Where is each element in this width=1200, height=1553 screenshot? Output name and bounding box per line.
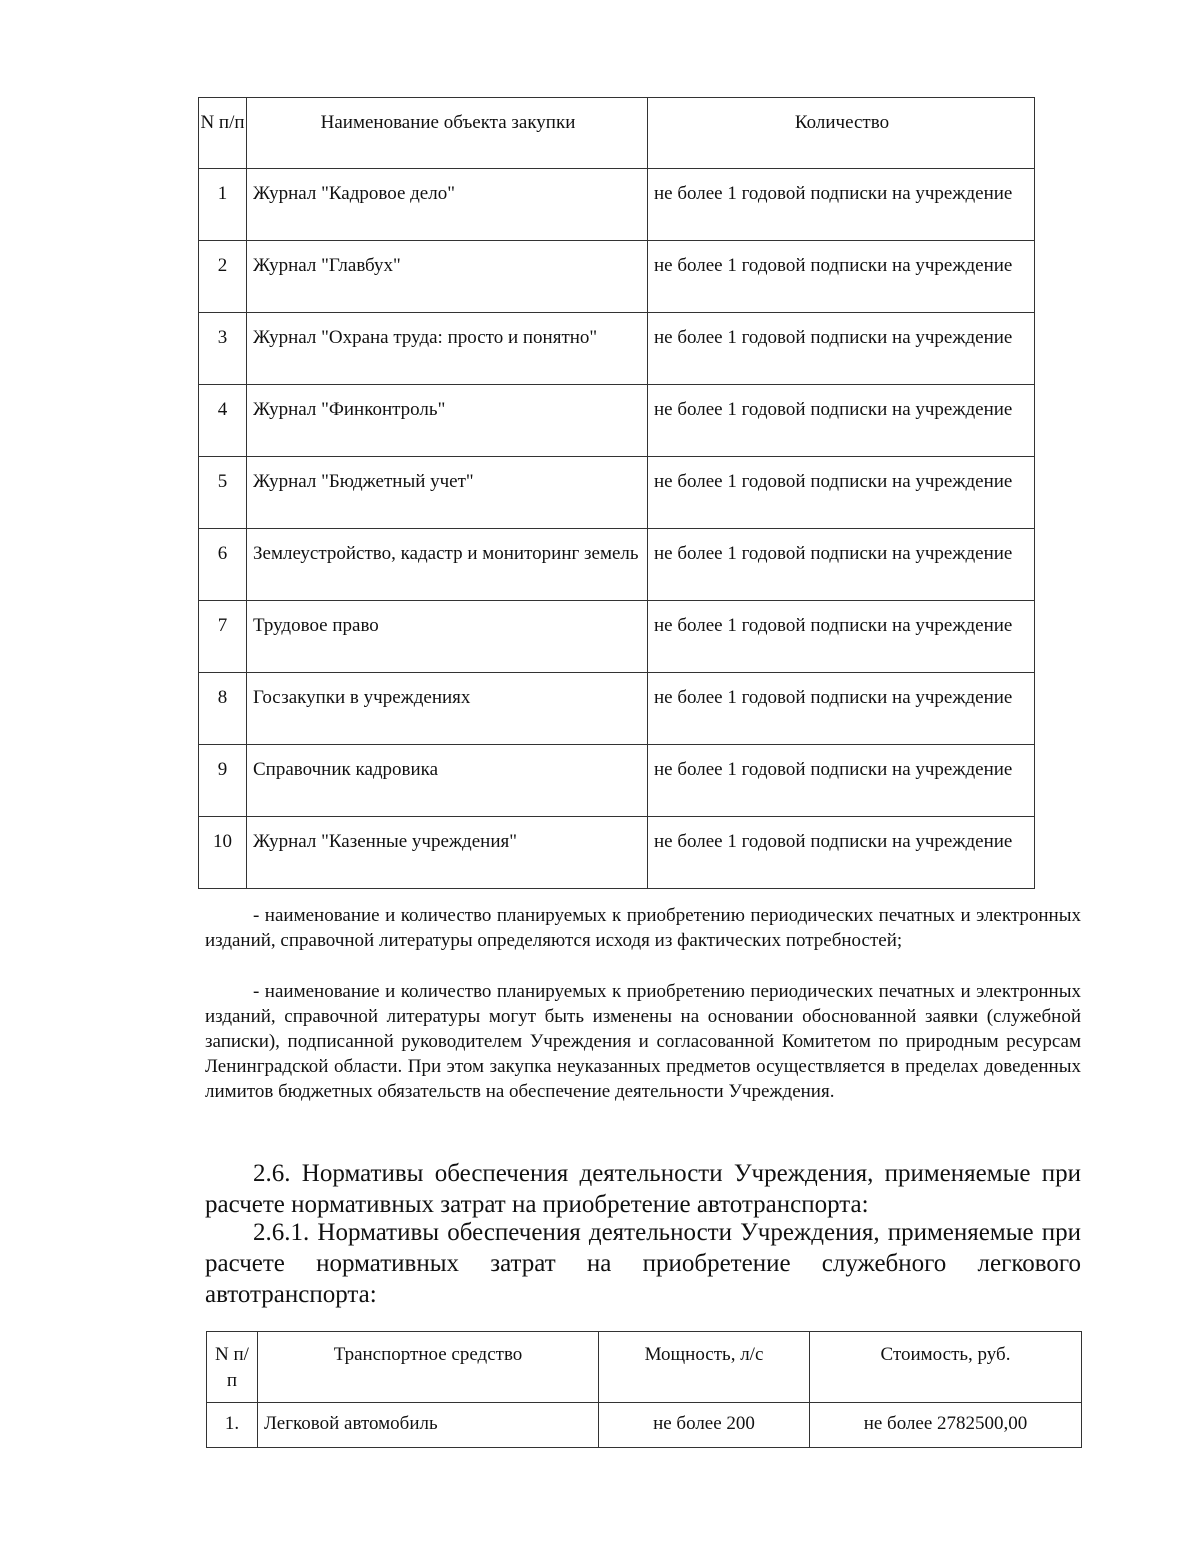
table-row — [199, 241, 1035, 313]
table-row — [199, 817, 1035, 889]
row-name: Землеустройство, кадастр и мониторинг земель — [247, 529, 648, 601]
row-quantity: не более 1 годовой подписки на учреждение — [648, 241, 1035, 313]
table-row — [199, 313, 1035, 385]
row-number: 2 — [199, 241, 247, 313]
table-row — [199, 673, 1035, 745]
table-row — [207, 1403, 1082, 1448]
row-number: 8 — [199, 673, 247, 745]
header-number: N п/п — [207, 1332, 258, 1403]
row-number: 6 — [199, 529, 247, 601]
row-name: Журнал "Казенные учреждения" — [247, 817, 648, 889]
row-number: 5 — [199, 457, 247, 529]
row-name: Журнал "Главбух" — [247, 241, 648, 313]
row-number: 9 — [199, 745, 247, 817]
table-row — [199, 601, 1035, 673]
row-quantity: не более 1 годовой подписки на учреждение — [648, 385, 1035, 457]
row-number: 1 — [199, 169, 247, 241]
row-name: Журнал "Финконтроль" — [247, 385, 648, 457]
row-name: Журнал "Охрана труда: просто и понятно" — [247, 313, 648, 385]
row-number: 10 — [199, 817, 247, 889]
row-name: Госзакупки в учреждениях — [247, 673, 648, 745]
header-power: Мощность, л/с — [599, 1332, 810, 1403]
row-quantity: не более 1 годовой подписки на учреждение — [648, 817, 1035, 889]
row-quantity: не более 1 годовой подписки на учреждение — [648, 529, 1035, 601]
row-number: 4 — [199, 385, 247, 457]
row-vehicle: Легковой автомобиль — [258, 1403, 599, 1448]
table-header-row — [199, 98, 1035, 169]
row-power: не более 200 — [599, 1403, 810, 1448]
row-name: Журнал "Кадровое дело" — [247, 169, 648, 241]
row-name: Трудовое право — [247, 601, 648, 673]
row-name: Журнал "Бюджетный учет" — [247, 457, 648, 529]
header-name: Наименование объекта закупки — [247, 98, 648, 169]
header-number: N п/п — [199, 98, 247, 169]
row-name: Справочник кадровика — [247, 745, 648, 817]
table-row — [199, 745, 1035, 817]
table-header-row — [207, 1332, 1082, 1403]
header-cost: Стоимость, руб. — [810, 1332, 1082, 1403]
row-quantity: не более 1 годовой подписки на учреждение — [648, 169, 1035, 241]
row-cost: не более 2782500,00 — [810, 1403, 1082, 1448]
paragraph-actual-needs: - наименование и количество планируемых к приобретению периодических печатных и электронных изданий, справочной литературы определяются исходя из фактических потребностей; — [205, 905, 1081, 951]
table-row — [199, 385, 1035, 457]
procurement-table — [198, 97, 1035, 889]
table-row — [199, 529, 1035, 601]
header-quantity: Количество — [648, 98, 1035, 169]
header-vehicle: Транспортное средство — [258, 1332, 599, 1403]
row-quantity: не более 1 годовой подписки на учреждение — [648, 673, 1035, 745]
table-row — [199, 457, 1035, 529]
row-quantity: не более 1 годовой подписки на учреждение — [648, 457, 1035, 529]
row-quantity: не более 1 годовой подписки на учреждение — [648, 313, 1035, 385]
vehicle-table — [206, 1331, 1082, 1448]
section-2-6: 2.6. Нормативы обеспечения деятельности Учреждения, применяемые при расчете нормативных затрат на приобретение автотранспорта: — [205, 1160, 1081, 1218]
section-2-6-1: 2.6.1. Нормативы обеспечения деятельности Учреждения, применяемые при расчете нормативных затрат на приобретение служебного легкового автотранспорта: — [205, 1219, 1081, 1308]
table-row — [199, 169, 1035, 241]
row-number: 7 — [199, 601, 247, 673]
paragraph-changes: - наименование и количество планируемых к приобретению периодических печатных и электронных изданий, справочной литературы могут быть изменены на основании обоснованной заявки (служебной записки), подписанной руководителем Учреждения и согласованной Комитетом по природным ресурсам Ленинградской области. При этом закупка неуказанных предметов осуществляется в пределах доведенных лимитов бюджетных обязательств на обеспечение деятельности Учреждения. — [205, 981, 1081, 1102]
row-number: 3 — [199, 313, 247, 385]
row-quantity: не более 1 годовой подписки на учреждение — [648, 745, 1035, 817]
row-number: 1. — [207, 1403, 258, 1448]
row-quantity: не более 1 годовой подписки на учреждение — [648, 601, 1035, 673]
